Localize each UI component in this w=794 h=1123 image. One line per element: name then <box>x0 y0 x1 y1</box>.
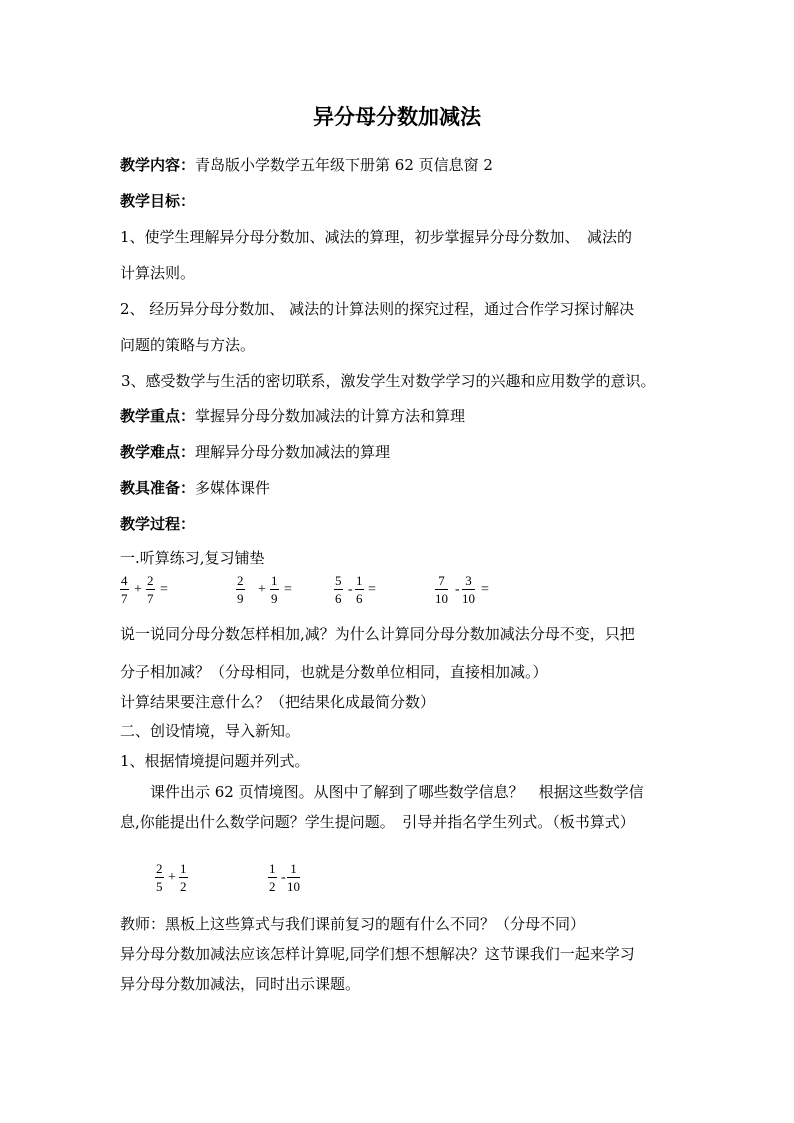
goal-2-line-1: 2、 经历异分母分数加、 减法的计算法则的探究过程，通过合作学习探讨解决 <box>120 300 635 318</box>
document-title: 异分母分数加减法 <box>313 104 481 129</box>
minus-operator: - <box>455 582 460 597</box>
closing-line-2: 异分母分数加减法，同时出示课题。 <box>120 975 361 993</box>
fraction: 1 9 <box>271 573 278 606</box>
fraction: 4 7 <box>121 573 128 606</box>
equals-sign: = <box>160 582 168 597</box>
fraction: 1 6 <box>356 573 363 606</box>
equals-sign: = <box>481 582 489 597</box>
step-1-line: 1、根据情境提问题并列式。 <box>120 752 310 770</box>
discussion-line-2: 分子相加减？（分母相同，也就是分数单位相同，直接相加减。） <box>120 663 548 681</box>
process-label: 教学过程： <box>120 515 196 533</box>
teaching-goals-label: 教学目标： <box>120 192 196 210</box>
fraction: 2 9 <box>237 573 244 606</box>
section-1-heading: 一.听算练习,复习铺垫 <box>120 549 265 567</box>
equals-sign: = <box>368 582 376 597</box>
closing-line-1: 异分母分数加减法应该怎样计算呢,同学们想不想解决？这节课我们一起来学习 <box>120 945 635 963</box>
plus-operator: + <box>258 582 266 597</box>
fraction: 1 2 <box>269 861 276 894</box>
materials-line <box>120 478 270 498</box>
materials-text: 多媒体课件 <box>195 479 271 497</box>
key-point-line <box>120 406 465 426</box>
difficulty-text: 理解异分母分数加减法的算理 <box>195 443 391 461</box>
attention-line: 计算结果要注意什么？（把结果化成最简分数） <box>120 693 436 711</box>
fraction: 2 5 <box>156 861 163 894</box>
courseware-line-1: 课件出示 62 页情境图。从图中了解到了哪些数学信息？ 根据这些数学信 <box>150 783 644 801</box>
teaching-content-label: 教学内容： <box>120 156 196 174</box>
difficulty-label: 教学难点： <box>120 443 196 461</box>
fraction: 7 10 <box>435 573 448 606</box>
fraction: 1 2 <box>180 861 187 894</box>
fraction: 2 7 <box>147 573 154 606</box>
fraction: 3 10 <box>462 573 475 606</box>
teacher-line: 教师：黑板上这些算式与我们课前复习的题有什么不同？（分母不同） <box>120 915 586 933</box>
key-point-label: 教学重点： <box>120 407 196 425</box>
fraction: 1 10 <box>287 861 300 894</box>
minus-operator: - <box>348 582 353 597</box>
plus-operator: + <box>168 870 176 885</box>
materials-label: 教具准备： <box>120 479 196 497</box>
equals-sign: = <box>284 582 292 597</box>
goal-1-line-1: 1、使学生理解异分母分数加、减法的算理，初步掌握异分母分数加、 减法的 <box>120 228 633 246</box>
goal-3: 3、感受数学与生活的密切联系，激发学生对数学学习的兴趣和应用数学的意识。 <box>121 372 656 390</box>
fraction: 5 6 <box>335 573 342 606</box>
discussion-line-1: 说一说同分母分数怎样相加,减？为什么计算同分母分数加减法分母不变，只把 <box>120 625 635 643</box>
minus-operator: - <box>281 870 286 885</box>
courseware-line-2: 息,你能提出什么数学问题？学生提问题。 引导并指名学生列式。（板书算式） <box>120 813 635 831</box>
teaching-content-text: 青岛版小学数学五年级下册第 62 页信息窗 2 <box>195 156 493 174</box>
plus-operator: + <box>134 582 142 597</box>
teaching-content-line <box>120 155 493 175</box>
key-point-text: 掌握异分母分数加减法的计算方法和算理 <box>195 407 466 425</box>
difficulty-line <box>120 442 390 462</box>
goal-2-line-2: 问题的策略与方法。 <box>120 336 256 354</box>
section-2-heading: 二、创设情境，导入新知。 <box>120 722 301 740</box>
goal-1-line-2: 计算法则。 <box>120 264 196 282</box>
